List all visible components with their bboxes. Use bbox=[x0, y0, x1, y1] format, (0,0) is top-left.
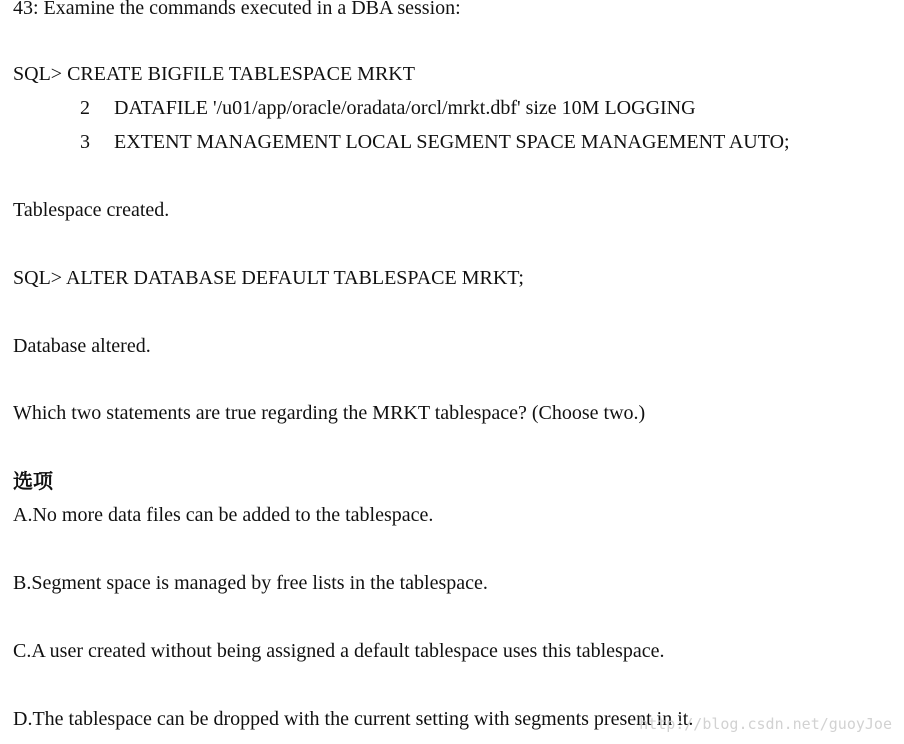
watermark-text: http://blog.csdn.net/guoyJoe bbox=[639, 715, 892, 733]
sql-create-line-1: SQL> CREATE BIGFILE TABLESPACE MRKT bbox=[13, 63, 415, 85]
sql-create-line-3-text: EXTENT MANAGEMENT LOCAL SEGMENT SPACE MANAGEMENT AUTO; bbox=[114, 131, 790, 153]
options-heading: 选项 bbox=[13, 469, 53, 493]
sql-create-line-3 bbox=[80, 130, 790, 154]
option-b: B.Segment space is managed by free lists in the tablespace. bbox=[13, 572, 488, 594]
question-header: 43: Examine the commands executed in a DBA session: bbox=[13, 0, 461, 19]
option-d: D.The tablespace can be dropped with the current setting with segments present in it. bbox=[13, 708, 694, 730]
database-altered-result: Database altered. bbox=[13, 335, 151, 357]
sql-create-line-2-text: DATAFILE '/u01/app/oracle/oradata/orcl/mrkt.dbf' size 10M LOGGING bbox=[114, 97, 696, 119]
sql-alter-line: SQL> ALTER DATABASE DEFAULT TABLESPACE MRKT; bbox=[13, 267, 524, 289]
line-number: 3 bbox=[80, 131, 90, 153]
option-c: C.A user created without being assigned a default tablespace uses this tablespace. bbox=[13, 640, 665, 662]
line-number: 2 bbox=[80, 97, 90, 119]
tablespace-created-result: Tablespace created. bbox=[13, 199, 170, 221]
option-a: A.No more data files can be added to the tablespace. bbox=[13, 504, 434, 526]
question-prompt: Which two statements are true regarding the MRKT tablespace? (Choose two.) bbox=[13, 402, 646, 424]
sql-create-line-2 bbox=[80, 96, 696, 120]
